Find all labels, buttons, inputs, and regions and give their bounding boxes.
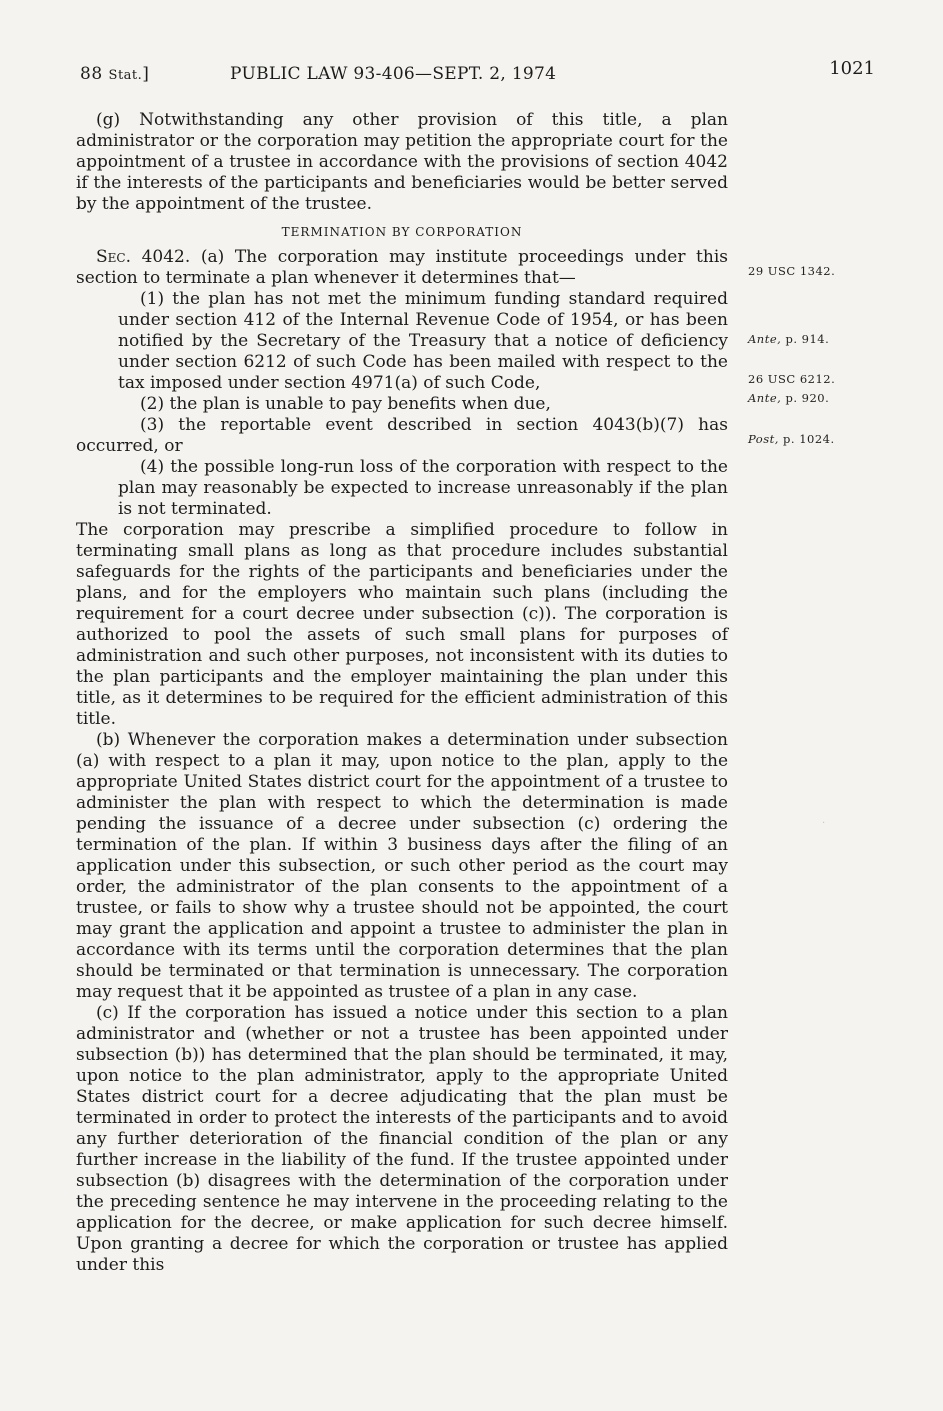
margin-note-ante-920 (748, 391, 829, 405)
paragraph-g: (g) Notwithstanding any other provision of this title, a plan administrator or the corporation may petition the appropriate court for the appointment of a trustee in accordance with the provisions of section 4042 if the interests of the participants and beneficiaries would be better served by the appointment of the trustee. (76, 110, 728, 214)
sec-label: Sec. (96, 247, 131, 267)
paragraph-a-continuation: The corporation may prescribe a simplified procedure to follow in terminating small plans as long as that procedure includes substantial safeguards for the rights of the participants and beneficiaries under the plans, and for the employers who maintain such plans (including the requirement for a court decree under subsection (c)). The corporation is authorized to pool the assets of such small plans for purposes of administration and such other purposes, not inconsistent with its duties to the plan participants and the employer maintaining the plan under this title, as it determines to be required for the efficient administration of this title. (76, 520, 728, 729)
volume-label: Stat. (108, 68, 143, 83)
margin-note-ante-914 (748, 332, 829, 346)
ante-word: Ante, (748, 391, 782, 405)
section-heading: TERMINATION BY CORPORATION (281, 225, 523, 239)
margin-note-26-usc-6212: 26 USC 6212. (748, 372, 836, 386)
list-item-4: (4) the possible long-run loss of the corporation with respect to the plan may reasonably be expected to increase unreasonably if the plan is not terminated. (118, 457, 728, 519)
ante-word: Ante, (748, 332, 782, 346)
margin-note-post-1024 (748, 432, 835, 446)
margin-note-29-usc-1342: 29 USC 1342. (748, 264, 836, 278)
list-item-2: (2) the plan is unable to pay benefits when due, (140, 394, 551, 414)
bracket: ] (142, 64, 150, 84)
list-item-1: (1) the plan has not met the minimum funding standard required under section 412 of the Internal Revenue Code of 1954, or has been notified by the Secretary of the Treasury that a notice of deficiency under section 6212 of such Code has been mailed with respect to the tax imposed under section 4971(a) of such Code, (118, 289, 728, 393)
ante-page: p. 920. (785, 391, 830, 405)
speck-mark: · (822, 818, 826, 829)
section-intro (76, 247, 728, 289)
paragraph-b: (b) Whenever the corporation makes a determination under subsection (a) with respect to a plan it may, upon notice to the plan, apply to the appropriate United States district court for the appointment of a trustee to administer the plan with respect to which the determination is made pending the issuance of a decree under subsection (c) ordering the termination of the plan. If within 3 business days after the filing of an application under this subsection, or such other period as the court may order, the administrator of the plan consents to the appointment of a trustee, or fails to show why a trustee should not be appointed, the court may grant the application and appoint a trustee to administer the plan in accordance with its terms until the corporation determines that the plan should be terminated or that termination is unnecessary. The corporation may request that it be appointed as trustee of a plan in any case. (76, 730, 728, 1002)
paragraph-c: (c) If the corporation has issued a notice under this section to a plan administrator and (whether or not a trustee has been appointed under subsection (b)) has determined that the plan should be terminated, it may, upon notice to the plan administrator, apply to the appropriate United States district court for a decree adjudicating that the plan must be terminated in order to protect the interests of the participants and to avoid any further deterioration of the financial condition of the plan or any further increase in the liability of the fund. If the trustee appointed under subsection (b) disagrees with the determination of the corporation under the preceding sentence he may intervene in the proceeding relating to the application for the decree, or make application for such decree himself. Upon granting a decree for which the corporation or trustee has applied under this (76, 1003, 728, 1275)
list-item-3: (3) the reportable event described in section 4043(b)(7) has occurred, or (76, 415, 728, 456)
main-text-column (76, 110, 728, 1276)
page-header (80, 58, 875, 88)
ante-page: p. 914. (785, 332, 830, 346)
page-title: PUBLIC LAW 93-406—SEPT. 2, 1974 (230, 64, 557, 84)
statute-citation (80, 64, 149, 84)
volume-number: 88 (80, 64, 103, 84)
post-page: p. 1024. (783, 432, 835, 446)
page-number: 1021 (829, 58, 875, 79)
sec-intro-text: 4042. (a) The corporation may institute proceedings under this section to terminate a plan whenever it determines that— (76, 247, 728, 288)
post-word: Post, (748, 432, 779, 446)
